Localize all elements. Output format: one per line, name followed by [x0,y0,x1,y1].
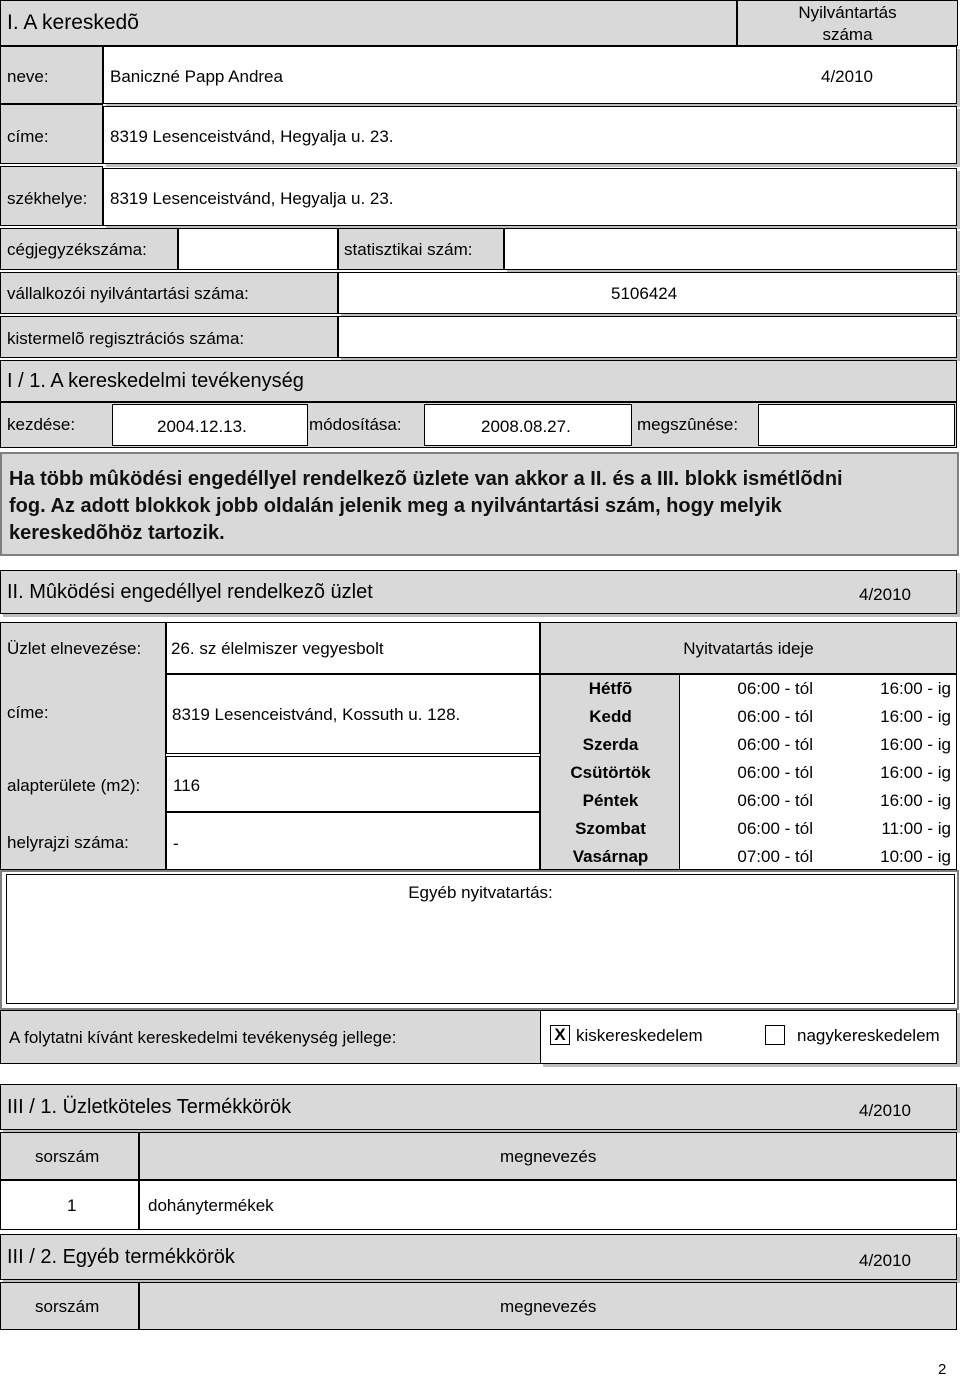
products2-col-num: sorszám [35,1297,100,1316]
hours-from: 06:00 - tól [737,679,813,698]
smallholder-label: kistermelõ regisztrációs száma: [7,329,245,348]
products2-reg-number: 4/2010 [859,1251,911,1270]
shop-area: 116 [173,776,201,795]
shop-lot-label: helyrajzi száma: [7,833,129,852]
activity-start-label: kezdése: [7,415,76,434]
hours-to: 10:00 - ig [880,847,951,866]
other-hours-box [0,870,959,1010]
products1-col-name-header [139,1132,957,1180]
name-label: neve: [7,67,49,86]
products2-header [0,1234,957,1280]
smallholder-cell [338,316,957,358]
products1-col-name: megnevezés [500,1147,597,1166]
hours-header [540,622,957,674]
products2-col-name-header [139,1282,957,1330]
shop-labels-col [0,622,166,870]
hours-to: 16:00 - ig [880,707,951,726]
hours-day: Szombat [575,819,646,838]
company-reg-label: cégjegyzékszáma: [7,240,147,259]
entrepreneur-cell [338,272,957,314]
hours-from: 06:00 - tól [737,819,813,838]
trader-name: Baniczné Papp Andrea [110,67,283,86]
hours-to: 11:00 - ig [881,819,951,838]
products2-title: III / 2. Egyéb termékkörök [7,1246,235,1268]
hours-day: Szerda [582,735,639,754]
hours-day: Péntek [582,791,639,810]
page-number: 2 [938,1361,947,1378]
hours-from: 06:00 - tól [737,791,813,810]
hours-from: 06:00 - tól [737,735,813,754]
shop-title: II. Mûködési engedéllyel rendelkezõ üzlet [7,581,373,603]
notice-line-1: Ha több mûködési engedéllyel rendelkezõ üzlete van akkor a II. és a III. blokk ismétlõdni [9,468,843,490]
trader-seat: 8319 Lesenceistvánd, Hegyalja u. 23. [110,189,394,208]
hours-table [540,674,957,870]
products1-reg-number: 4/2010 [859,1101,911,1120]
shop-name: 26. sz élelmiszer vegyesbolt [171,639,384,658]
shop-lot: - [173,834,179,853]
address-label: címe: [7,127,49,146]
shop-area-cell [166,756,540,812]
company-reg-cell [178,228,338,270]
notice-text [9,466,843,547]
products1-row-num: 1 [67,1196,77,1215]
hours-to: 16:00 - ig [880,763,951,782]
wholesale-label: nagykereskedelem [797,1026,940,1045]
company-reg-label-cell [0,228,178,270]
notice-line-2: fog. Az adott blokkok jobb oldalán jelenik meg a nyilvántartási szám, hogy melyik [9,495,782,517]
notice-line-3: kereskedõhöz tartozik. [9,522,225,544]
entrepreneur-label: vállalkozói nyilvántartási száma: [7,284,249,303]
name-label-cell [0,46,103,104]
retail-label: kiskereskedelem [576,1026,703,1045]
reg-label-line1: Nyilvántartás [798,3,897,22]
products1-col-num: sorszám [35,1147,100,1166]
reg-label-line2: száma [822,25,873,44]
address-cell [103,106,957,164]
section-header [0,0,737,46]
products1-header [0,1084,957,1130]
activity-start: 2004.12.13. [157,417,247,436]
hours-day: Hétfõ [588,679,633,698]
products1-title: III / 1. Üzletköteles Termékkörök [7,1096,292,1118]
shop-address-cell [166,674,540,754]
notice-box [0,452,959,556]
other-hours-inner [6,874,955,1004]
hours-to: 16:00 - ig [880,791,951,810]
activity-mod-label: módosítása: [309,415,402,434]
trader-reg-number: 4/2010 [821,67,873,86]
name-cell [103,46,957,104]
hours-from: 06:00 - tól [737,707,813,726]
products2-col-num-header [0,1282,139,1330]
wholesale-checkbox[interactable] [765,1025,785,1045]
seat-cell [103,168,957,226]
activity-mod: 2008.08.27. [481,417,571,436]
hours-to: 16:00 - ig [880,735,951,754]
hours-from: 06:00 - tól [737,763,813,782]
products2-col-name: megnevezés [500,1297,597,1316]
hours-day: Csütörtök [570,763,651,782]
stat-label-cell [338,228,504,270]
products1-row-num-cell [0,1180,139,1230]
smallholder-label-cell [0,316,338,358]
hours-day: Kedd [589,707,632,726]
nature-options [540,1010,957,1064]
shop-name-label: Üzlet elnevezése: [7,639,142,658]
activity-mod-cell [424,404,632,446]
nature-label: A folytatni kívánt kereskedelmi tevékenység jellege: [9,1028,397,1047]
shop-header [0,570,957,614]
seat-label-cell [0,166,103,226]
shop-lot-cell [166,812,540,870]
products1-row-name: dohánytermékek [148,1196,274,1215]
products1-row-name-cell [139,1180,957,1230]
shop-reg-number: 4/2010 [859,585,911,604]
address-label-cell [0,104,103,164]
shop-address: 8319 Lesenceistvánd, Kossuth u. 128. [172,705,461,724]
entrepreneur-value: 5106424 [611,284,678,303]
stat-label: statisztikai szám: [344,240,473,259]
products1-col-num-header [0,1132,139,1180]
shop-area-label: alapterülete (m2): [7,776,141,795]
activity-end-cell [758,404,955,446]
activity-end-label: megszûnése: [637,415,739,434]
shop-address-label: címe: [7,703,49,722]
seat-label: székhelye: [7,189,88,208]
hours-from: 07:00 - tól [737,847,813,866]
entrepreneur-label-cell [0,272,338,314]
retail-checkbox[interactable]: X [550,1025,570,1045]
section-title: I. A kereskedõ [7,11,139,34]
stat-cell [504,228,957,270]
hours-title: Nyitvatartás ideje [683,639,814,658]
activity-title: I / 1. A kereskedelmi tevékenység [7,370,304,392]
trader-address: 8319 Lesenceistvánd, Hegyalja u. 23. [110,127,394,146]
other-hours-label: Egyéb nyitvatartás: [408,883,553,902]
hours-day: Vasárnap [572,847,649,866]
shop-name-cell [166,622,540,674]
hours-to: 16:00 - ig [880,679,951,698]
reg-number-header [737,0,958,46]
activity-header [0,360,957,402]
activity-start-cell [112,404,308,446]
